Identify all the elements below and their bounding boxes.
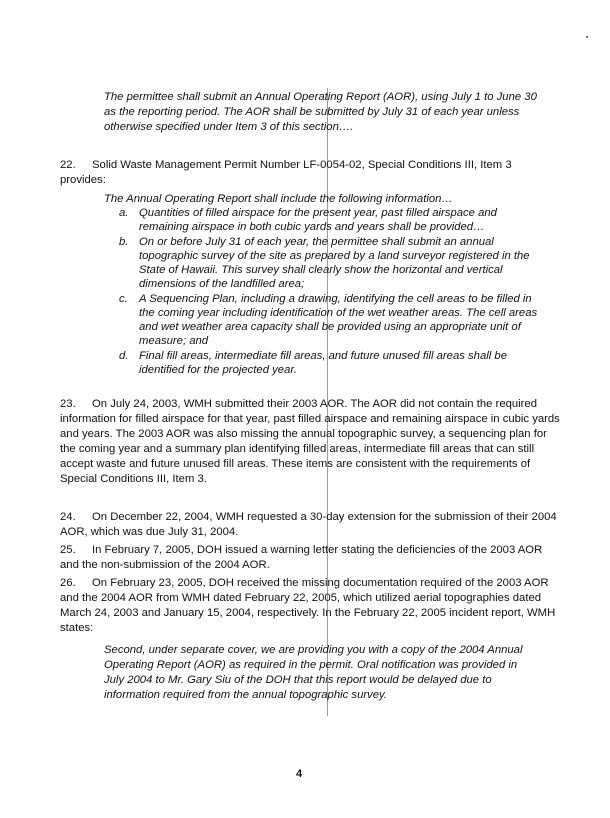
aor-requirements-list: [104, 192, 544, 378]
list-item-text: On or before July 31 of each year, the permittee shall submit an annual topographic survey of the site as prepared by a land surveyor registered in the State of Hawaii. This survey shall clearly show the horizontal and vertical dimensions of the landfilled area;: [139, 236, 530, 290]
paragraph-25: [60, 543, 560, 573]
paragraph-text: Solid Waste Management Permit Number LF-0054-02, Special Conditions III, Item 3 provides:: [60, 159, 512, 186]
paragraph-22: [60, 158, 560, 188]
paragraph-number: 25.: [60, 544, 76, 556]
list-marker: a.: [119, 207, 129, 219]
list-marker: d.: [119, 350, 129, 362]
paragraph-text: On February 23, 2005, DOH received the missing documentation required of the 2003 AOR and the 2004 AOR from WMH dated February 22, 2005, which utilized aerial topographies dated March 24, 2003 and January 15, 2004, respectively. In the February 22, 2005 incident report, WMH states:: [60, 577, 556, 634]
list-item: [104, 292, 544, 348]
list-item: [104, 349, 544, 377]
list-item: [104, 235, 544, 291]
paragraph-text: On December 22, 2004, WMH requested a 30-day extension for the submission of their 2004 AOR, which was due July 31, 2004.: [60, 511, 557, 538]
list-item-text: A Sequencing Plan, including a drawing, identifying the cell areas to be filled in the coming year including identification of the wet weather areas. The cell areas and wet weather area capacity shall be provided using an appropriate unit of measure; and: [139, 293, 538, 347]
paragraph-number: 22.: [60, 159, 76, 171]
list-marker: b.: [119, 236, 129, 248]
paragraph-text: In February 7, 2005, DOH issued a warning letter stating the deficiencies of the 2003 AOR and the non-submission of the 2004 AOR.: [60, 544, 543, 571]
paragraph-24: [60, 510, 560, 540]
paragraph-number: 26.: [60, 577, 76, 589]
scan-speck: [586, 36, 588, 38]
list-item-text: Final fill areas, intermediate fill areas, and future unused fill areas shall be identified for the projected year.: [139, 350, 507, 376]
paragraph-23: [60, 397, 560, 487]
quote-aor-requirement: The permittee shall submit an Annual Operating Report (AOR), using July 1 to June 30 as the reporting period. The AOR shall be submitted by July 31 of each year unless otherwise specified under Item 3 of this section….: [104, 91, 537, 133]
paragraph-number: 24.: [60, 511, 76, 523]
list-marker: c.: [119, 293, 128, 305]
list-lead: The Annual Operating Report shall include the following information…: [104, 193, 453, 205]
paragraph-26: [60, 576, 560, 636]
page-number: 4: [296, 768, 303, 780]
paragraph-text: On July 24, 2003, WMH submitted their 2003 AOR. The AOR did not contain the required information for filled airspace for that year, past filled airspace and remaining airspace in cubic yards and years. The 2003 AOR was also missing the annual topographic survey, a sequencing plan for the coming year and a summary plan identifying filled areas, intermediate fill areas that can still accept waste and future unused fill areas. These items are consistent with the requirements of Special Conditions III, Item 3.: [60, 398, 560, 485]
list-item: [104, 206, 544, 234]
paragraph-number: 23.: [60, 398, 76, 410]
list-item-text: Quantities of filled airspace for the present year, past filled airspace and remaining airspace in both cubic yards and years shall be provided…: [139, 207, 497, 233]
quote-incident-report: Second, under separate cover, we are providing you with a copy of the 2004 Annual Operating Report (AOR) as required in the permit. Oral notification was provided in July 2004 to Mr. Gary Siu of the DOH that this report would be delayed due to information required from the annual topographic survey.: [104, 644, 523, 701]
